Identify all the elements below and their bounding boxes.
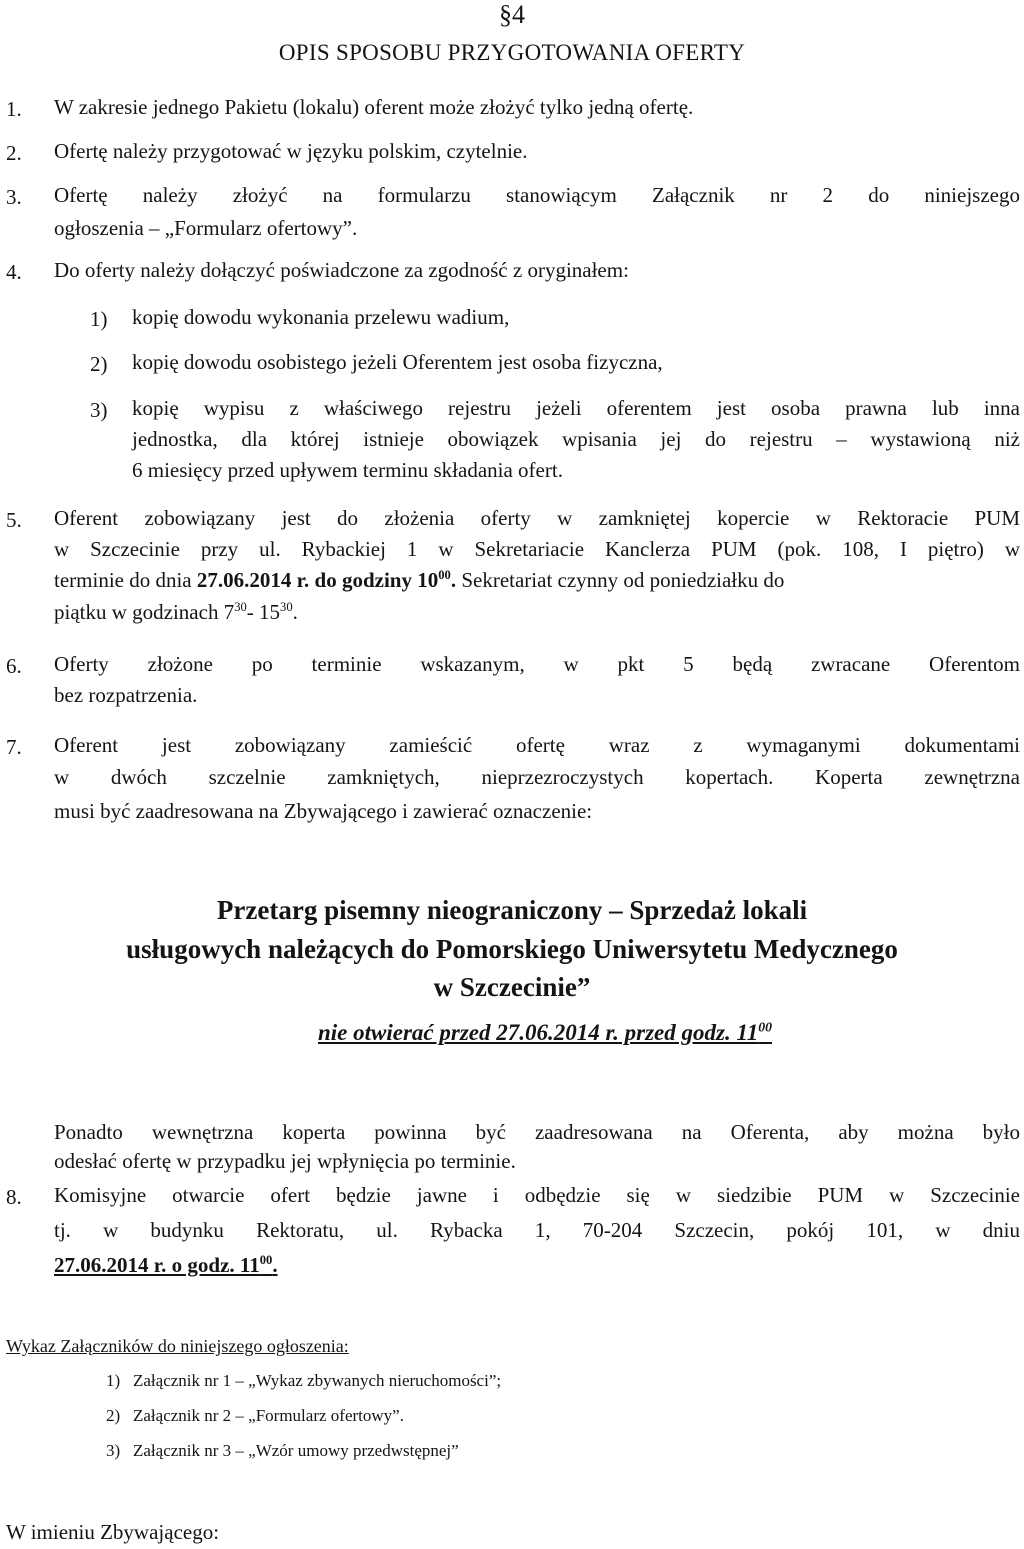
item-number: 1.: [6, 97, 22, 121]
item-text: odesłać ofertę w przypadku jej wpłynięcia po terminie.: [54, 1149, 516, 1173]
attachment-number: 1): [106, 1371, 121, 1390]
subitem-number: 2): [90, 352, 108, 376]
envelope-warning: nie otwierać przed 27.06.2014 r. przed godz. $11^{00}$: [317, 1019, 772, 1045]
attachments-heading: Wykaz Załączników do niniejszego ogłoszenia:: [6, 1336, 349, 1356]
item-text: w dwóch szczelnie zamkniętych, nieprzezroczystych kopertach. Koperta zewnętrzna: [54, 765, 1020, 789]
attachment-text: Załącznik nr 2 – „Formularz ofertowy”.: [133, 1406, 404, 1425]
item-text: musi być zaadresowana na Zbywającego i zawierać oznaczenie:: [54, 799, 593, 823]
item-text: Do oferty należy dołączyć poświadczone za zgodność z oryginałem:: [54, 258, 629, 282]
item-text: Oferty złożone po terminie wskazanym, w pkt 5 będą zwracane Oferentom: [54, 652, 1020, 676]
item-text: tj. w budynku Rektoratu, ul. Rybacka 1, 70-204 Szczecin, pokój 101, w dniu: [54, 1218, 1020, 1242]
section-number: §4: [499, 0, 525, 29]
attachment-text: Załącznik nr 1 – „Wykaz zbywanych nieruchomości”;: [133, 1371, 502, 1390]
subitem-number: 1): [90, 307, 108, 331]
item-text-hours: piątku w godzinach $7^{30}-$ $15^{30}$.: [54, 600, 298, 624]
item-text: Ofertę należy przygotować w języku polskim, czytelnie.: [54, 139, 528, 163]
item-number: 2.: [6, 141, 22, 165]
attachment-number: 2): [106, 1406, 121, 1425]
subitem-text: kopię dowodu osobistego jeżeli Oferentem jest osoba fizyczna,: [132, 350, 663, 374]
item-text: Komisyjne otwarcie ofert będzie jawne i odbędzie się w siedzibie PUM w Szczecinie: [54, 1183, 1020, 1207]
envelope-line: w Szczecinie”: [433, 972, 591, 1002]
item-text: Oferent jest zobowiązany zamieścić ofertę wraz z wymaganymi dokumentami: [54, 733, 1020, 757]
subitem-text: kopię wypisu z właściwego rejestru jeżeli oferentem jest osoba prawna lub inna: [132, 396, 1020, 420]
subitem-text: jednostka, dla której istnieje obowiązek wpisania jej do rejestru – wystawioną niż: [132, 427, 1020, 451]
item-text-deadline: terminie do dnia 27.06.2014 r. do godziny $10^{00}$. Sekretariat czynny od poniedziałku do: [54, 568, 785, 592]
item-number: 8.: [6, 1185, 22, 1209]
item-number: 3.: [6, 185, 22, 209]
subitem-text: 6 miesięcy przed upływem terminu składania ofert.: [132, 458, 563, 482]
envelope-line: usługowych należących do Pomorskiego Uniwersytetu Medycznego: [126, 934, 898, 964]
item-number: 7.: [6, 735, 22, 759]
attachment-text: Załącznik nr 3 – „Wzór umowy przedwstępnej”: [133, 1441, 459, 1460]
signature-label: W imieniu Zbywającego:: [6, 1520, 220, 1544]
item-text: Ponadto wewnętrzna koperta powinna być zaadresowana na Oferenta, aby można było: [54, 1120, 1020, 1144]
envelope-line: Przetarg pisemny nieograniczony – Sprzedaż lokali: [216, 895, 808, 925]
section-title: OPIS SPOSOBU PRZYGOTOWANIA OFERTY: [278, 40, 746, 65]
opening-date: 27.06.2014 r. o godz. $11^{00}$.: [54, 1253, 278, 1277]
subitem-number: 3): [90, 398, 108, 422]
item-text: Oferent zobowiązany jest do złożenia oferty w zamkniętej kopercie w Rektoracie PUM: [54, 506, 1020, 530]
item-text: ogłoszenia – „Formularz ofertowy”.: [54, 216, 358, 240]
item-number: 6.: [6, 654, 22, 678]
item-text: Ofertę należy złożyć na formularzu stanowiącym Załącznik nr 2 do niniejszego: [54, 183, 1020, 207]
item-text: W zakresie jednego Pakietu (lokalu) oferent może złożyć tylko jedną ofertę.: [54, 95, 694, 119]
item-text: w Szczecinie przy ul. Rybackiej 1 w Sekretariacie Kanclerza PUM (pok. 108, I piętro) w: [54, 537, 1020, 561]
subitem-text: kopię dowodu wykonania przelewu wadium,: [132, 305, 510, 329]
item-number: 4.: [6, 260, 22, 284]
item-text: bez rozpatrzenia.: [54, 683, 198, 707]
item-number: 5.: [6, 508, 22, 532]
attachment-number: 3): [106, 1441, 121, 1460]
